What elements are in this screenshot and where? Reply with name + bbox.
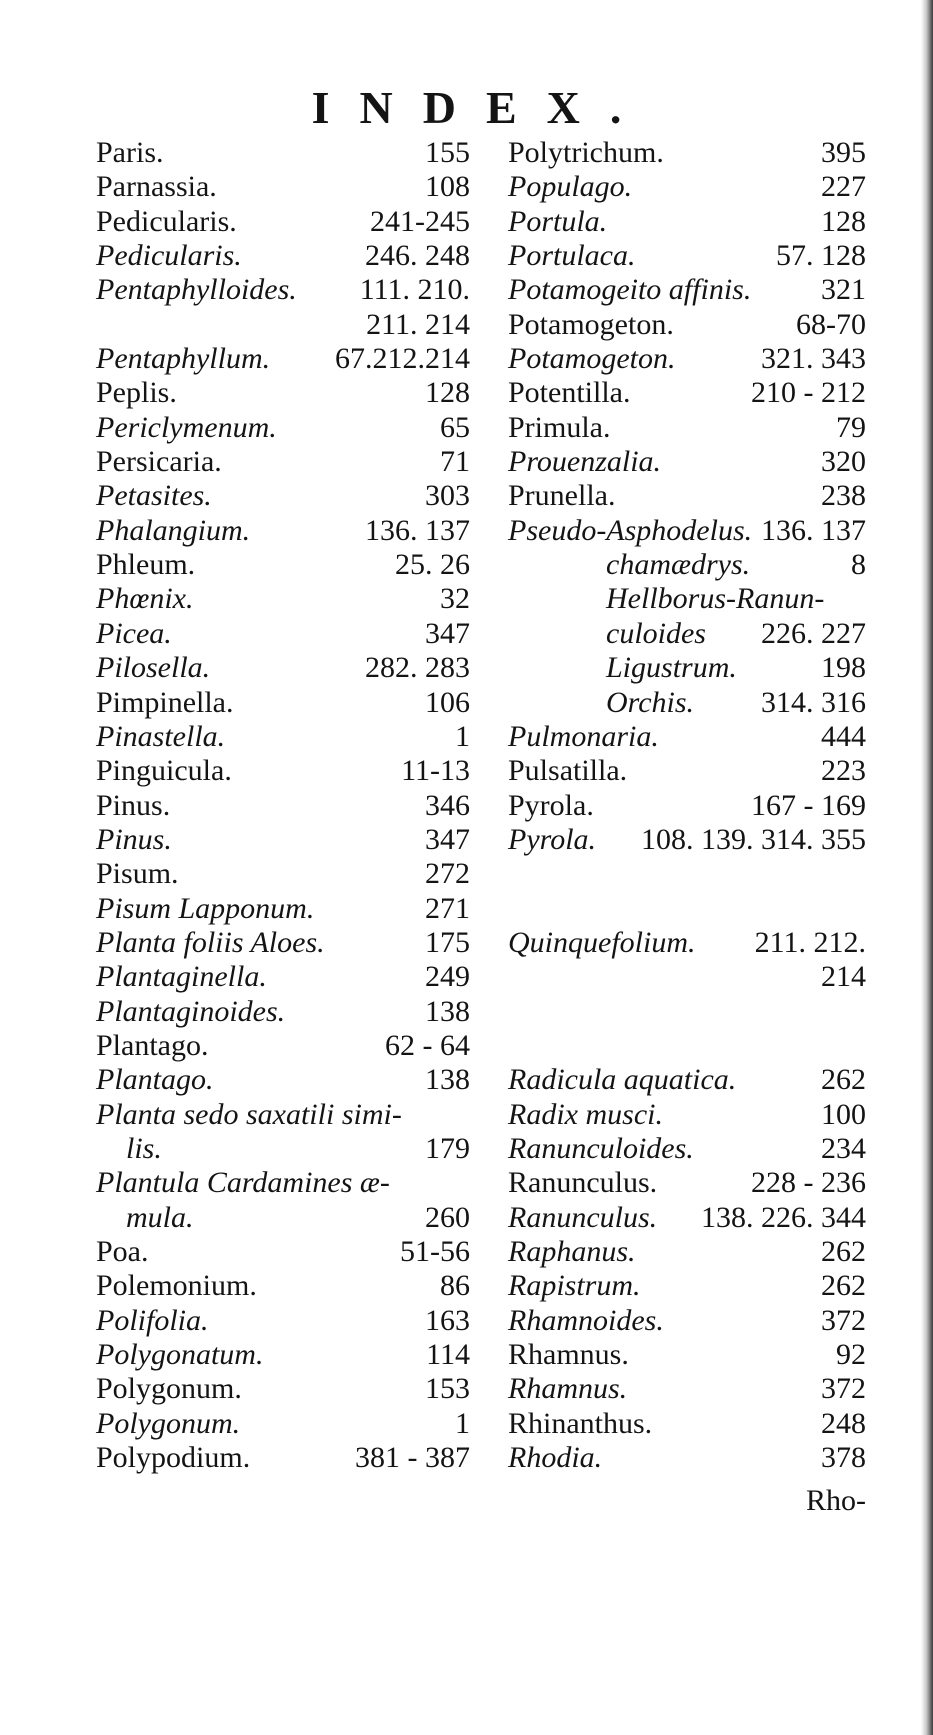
- index-entry: [96, 1269, 470, 1303]
- index-entry: [508, 1441, 866, 1475]
- index-entry: [96, 582, 470, 616]
- index-term: Quinquefolium.: [508, 925, 696, 959]
- index-entry: [508, 651, 866, 685]
- index-pages: 114: [426, 1338, 470, 1372]
- index-pages: 175: [425, 925, 470, 959]
- index-pages: 68-70: [796, 307, 866, 341]
- index-entry: [96, 205, 470, 239]
- index-term: Prouenzalia.: [508, 445, 662, 479]
- index-entry: [96, 479, 470, 513]
- index-pages: 163: [425, 1303, 470, 1337]
- index-entry: [508, 1304, 866, 1338]
- index-entry: [96, 1132, 470, 1166]
- index-entry: [508, 720, 866, 754]
- index-term: Prunella.: [508, 479, 616, 513]
- index-term: Picea.: [96, 616, 172, 650]
- index-entry: [508, 170, 866, 204]
- index-pages: 320: [821, 445, 866, 479]
- index-entry: [508, 514, 866, 548]
- index-term: Periclymenum.: [96, 410, 277, 444]
- index-term: Plantago.: [96, 1063, 214, 1097]
- index-pages: 372: [821, 1372, 866, 1406]
- index-pages: 108. 139. 314. 355: [641, 822, 866, 856]
- index-entry: [96, 960, 470, 994]
- index-pages: 314. 316: [761, 685, 866, 719]
- index-pages: 381 - 387: [355, 1441, 470, 1475]
- index-column-right: [508, 136, 866, 1475]
- index-term: Polypodium.: [96, 1441, 251, 1475]
- index-pages: 372: [821, 1303, 866, 1337]
- index-entry: [96, 273, 470, 307]
- index-pages: 51-56: [400, 1235, 470, 1268]
- index-pages: 246. 248: [365, 239, 470, 273]
- index-pages: 67.212.214: [335, 342, 470, 376]
- index-pages: 262: [821, 1269, 866, 1303]
- index-entry: [508, 479, 866, 513]
- index-pages: 271: [425, 891, 470, 925]
- index-pages: 71: [440, 445, 470, 479]
- catchword: Rho-: [806, 1484, 866, 1517]
- index-term: Plantago.: [96, 1028, 209, 1062]
- index-term: Radicula aquatica.: [508, 1063, 737, 1097]
- index-pages: 179: [425, 1131, 470, 1165]
- index-pages: 57. 128: [776, 239, 866, 273]
- index-pages: 223: [821, 754, 866, 788]
- index-entry: [508, 308, 866, 342]
- index-pages: 65: [440, 410, 470, 444]
- index-term: Polygonatum.: [96, 1338, 264, 1372]
- index-pages: 303: [425, 479, 470, 513]
- index-pages: 227: [821, 170, 866, 204]
- index-pages: 321: [821, 273, 866, 307]
- index-entry: [96, 857, 470, 891]
- index-pages: 138. 226. 344: [701, 1200, 866, 1234]
- index-pages: 347: [425, 822, 470, 856]
- index-term: Ligustrum.: [606, 651, 737, 685]
- index-term: lis.: [126, 1131, 162, 1165]
- index-term: Ranunculus.: [508, 1166, 658, 1200]
- index-term: Phalangium.: [96, 513, 251, 547]
- index-entry: [508, 1063, 866, 1097]
- index-term: mula.: [126, 1200, 194, 1234]
- index-pages: 108: [425, 170, 470, 204]
- index-term: Pinus.: [96, 788, 171, 822]
- index-entry: [96, 1304, 470, 1338]
- index-pages: 249: [425, 960, 470, 994]
- index-pages: 346: [425, 788, 470, 822]
- index-term: Poa.: [96, 1235, 149, 1268]
- index-term: Pedicularis.: [96, 204, 237, 238]
- index-pages: 86: [440, 1269, 470, 1303]
- index-pages: 211. 214: [366, 307, 470, 341]
- index-term: Pyrola.: [508, 788, 594, 822]
- index-entry: [96, 1201, 470, 1235]
- index-entry: [96, 548, 470, 582]
- index-term: Parnassia.: [96, 170, 217, 204]
- index-term: Pulmonaria.: [508, 719, 659, 753]
- index-entry: [96, 823, 470, 857]
- index-entry: [508, 995, 866, 1029]
- index-pages: 167 - 169: [751, 788, 866, 822]
- index-entry: [96, 789, 470, 823]
- index-entry: [508, 1269, 866, 1303]
- index-term: Polygonum.: [96, 1372, 242, 1406]
- index-term: Populago.: [508, 170, 633, 204]
- index-entry: [96, 514, 470, 548]
- index-entry: [96, 1063, 470, 1097]
- index-entry: [96, 892, 470, 926]
- index-term: Phleum.: [96, 548, 196, 582]
- index-pages: 111. 210.: [359, 273, 470, 307]
- index-term: Plantaginella.: [96, 960, 267, 994]
- index-term: Petasites.: [96, 479, 212, 513]
- index-entry: [96, 617, 470, 651]
- index-pages: 92: [836, 1338, 866, 1372]
- index-pages: 210 - 212: [751, 376, 866, 410]
- index-entry: [96, 1441, 470, 1475]
- index-term: Persicaria.: [96, 445, 222, 479]
- index-entry: [508, 823, 866, 857]
- index-entry: [508, 1132, 866, 1166]
- index-pages: 444: [821, 719, 866, 753]
- index-pages: 395: [821, 136, 866, 169]
- index-term: Ranunculus.: [508, 1200, 658, 1234]
- index-pages: 214: [821, 960, 866, 994]
- index-term: Ranunculoides.: [508, 1131, 694, 1165]
- index-term: Potentilla.: [508, 376, 631, 410]
- index-entry: [96, 686, 470, 720]
- index-pages: 138: [425, 1063, 470, 1097]
- page-edge-shadow: [921, 0, 933, 1735]
- index-entry: [96, 445, 470, 479]
- index-pages: 1: [455, 719, 470, 753]
- index-term: Potamogeton.: [508, 342, 676, 376]
- page-header: INDEX.: [311, 82, 652, 133]
- index-entry: [96, 136, 470, 170]
- index-entry: [96, 754, 470, 788]
- index-term: Orchis.: [606, 685, 695, 719]
- index-entry: [508, 1098, 866, 1132]
- index-entry: [508, 1029, 866, 1063]
- index-pages: 62 - 64: [385, 1028, 470, 1062]
- index-entry: [508, 617, 866, 651]
- index-pages: 136. 137: [761, 513, 866, 547]
- index-term: Pimpinella.: [96, 685, 234, 719]
- index-term: Polytrichum.: [508, 136, 664, 169]
- index-term: Potamogeito affinis.: [508, 273, 752, 307]
- index-entry: [508, 548, 866, 582]
- index-term: Polygonum.: [96, 1406, 241, 1440]
- index-entry: [96, 995, 470, 1029]
- index-entry: [508, 926, 866, 960]
- index-entry: [96, 308, 470, 342]
- index-entry: [508, 136, 866, 170]
- index-pages: 272: [425, 857, 470, 891]
- index-pages: 138: [425, 994, 470, 1028]
- index-entry: [508, 789, 866, 823]
- index-pages: 262: [821, 1063, 866, 1097]
- index-entry: [96, 1235, 470, 1269]
- index-entry: [96, 926, 470, 960]
- index-entry: [508, 411, 866, 445]
- index-pages: 79: [836, 410, 866, 444]
- index-term: Peplis.: [96, 376, 177, 410]
- index-term: Paris.: [96, 136, 164, 169]
- index-term: Primula.: [508, 410, 611, 444]
- index-term: Hellborus-Ranun-: [606, 582, 825, 616]
- index-entry: [508, 273, 866, 307]
- index-pages: 228 - 236: [751, 1166, 866, 1200]
- index-term: Pyrola.: [508, 822, 597, 856]
- index-entry: [508, 1407, 866, 1441]
- index-pages: 282. 283: [365, 651, 470, 685]
- index-entry: [508, 1338, 866, 1372]
- index-pages: 106: [425, 685, 470, 719]
- index-entry: [96, 651, 470, 685]
- index-term: Raphanus.: [508, 1235, 636, 1268]
- index-entry: [96, 720, 470, 754]
- index-entry: [508, 960, 866, 994]
- index-term: Rhodia.: [508, 1441, 603, 1475]
- index-term: Phœnix.: [96, 582, 194, 616]
- index-entry: [508, 342, 866, 376]
- index-pages: 238: [821, 479, 866, 513]
- index-pages: 262: [821, 1235, 866, 1268]
- index-term: Portula.: [508, 204, 608, 238]
- index-pages: 347: [425, 616, 470, 650]
- index-entry: [508, 376, 866, 410]
- index-entry: [96, 239, 470, 273]
- index-entry: [508, 205, 866, 239]
- index-term: Portulaca.: [508, 239, 636, 273]
- index-term: Pseudo-Asphodelus.: [508, 513, 753, 547]
- index-entry: [96, 342, 470, 376]
- index-entry: [508, 445, 866, 479]
- index-entry: [508, 582, 866, 616]
- index-pages: 241-245: [370, 204, 470, 238]
- index-pages: 11-13: [401, 754, 470, 788]
- index-term: culoides: [606, 616, 706, 650]
- index-pages: 198: [821, 651, 866, 685]
- index-pages: 211. 212.: [754, 925, 866, 959]
- index-term: Plantaginoides.: [96, 994, 286, 1028]
- index-entry: [508, 857, 866, 891]
- index-entry: [96, 1407, 470, 1441]
- index-term: Pulsatilla.: [508, 754, 628, 788]
- index-pages: 25. 26: [395, 548, 470, 582]
- index-entry: [96, 1338, 470, 1372]
- index-term: Pisum Lapponum.: [96, 891, 315, 925]
- index-term: chamædrys.: [606, 548, 751, 582]
- index-term: Rhamnoides.: [508, 1303, 664, 1337]
- index-pages: 378: [821, 1441, 866, 1475]
- index-pages: 1: [455, 1406, 470, 1440]
- index-column-left: [96, 136, 470, 1475]
- index-term: Plantula Cardamines æ-: [96, 1166, 390, 1200]
- index-pages: 32: [440, 582, 470, 616]
- index-entry: [508, 754, 866, 788]
- index-term: Planta foliis Aloes.: [96, 925, 325, 959]
- index-term: Pinastella.: [96, 719, 226, 753]
- index-pages: 136. 137: [365, 513, 470, 547]
- index-term: Pilosella.: [96, 651, 211, 685]
- index-term: Pisum.: [96, 857, 179, 891]
- index-term: Pentaphyllum.: [96, 342, 271, 376]
- index-term: Rhinanthus.: [508, 1406, 653, 1440]
- index-pages: 8: [851, 548, 866, 582]
- index-pages: 260: [425, 1200, 470, 1234]
- index-entry: [508, 1201, 866, 1235]
- index-entry: [508, 892, 866, 926]
- index-term: Radix musci.: [508, 1097, 663, 1131]
- index-term: Pentaphylloides.: [96, 273, 297, 307]
- index-term: Polifolia.: [96, 1303, 209, 1337]
- index-entry: [96, 170, 470, 204]
- index-entry: [508, 1235, 866, 1269]
- index-pages: 128: [821, 204, 866, 238]
- index-entry: [96, 376, 470, 410]
- index-entry: [96, 1372, 470, 1406]
- index-term: Pinus.: [96, 822, 172, 856]
- index-pages: 234: [821, 1131, 866, 1165]
- index-pages: 128: [425, 376, 470, 410]
- index-entry: [96, 1098, 470, 1132]
- index-term: Rhamnus.: [508, 1338, 629, 1372]
- index-entry: [96, 1029, 470, 1063]
- index-term: Pinguicula.: [96, 754, 232, 788]
- index-pages: 155: [425, 136, 470, 169]
- index-pages: 100: [821, 1097, 866, 1131]
- index-pages: 153: [425, 1372, 470, 1406]
- index-entry: [508, 686, 866, 720]
- index-term: Potamogeton.: [508, 307, 674, 341]
- index-entry: [508, 1166, 866, 1200]
- index-term: Pedicularis.: [96, 239, 242, 273]
- index-pages: 321. 343: [761, 342, 866, 376]
- index-pages: 248: [821, 1406, 866, 1440]
- index-entry: [96, 411, 470, 445]
- index-term: Planta sedo saxatili simi-: [96, 1097, 402, 1131]
- index-term: Polemonium.: [96, 1269, 257, 1303]
- index-entry: [96, 1166, 470, 1200]
- index-term: Rapistrum.: [508, 1269, 641, 1303]
- index-entry: [508, 239, 866, 273]
- index-pages: 226. 227: [761, 616, 866, 650]
- index-entry: [508, 1372, 866, 1406]
- index-term: Rhamnus.: [508, 1372, 628, 1406]
